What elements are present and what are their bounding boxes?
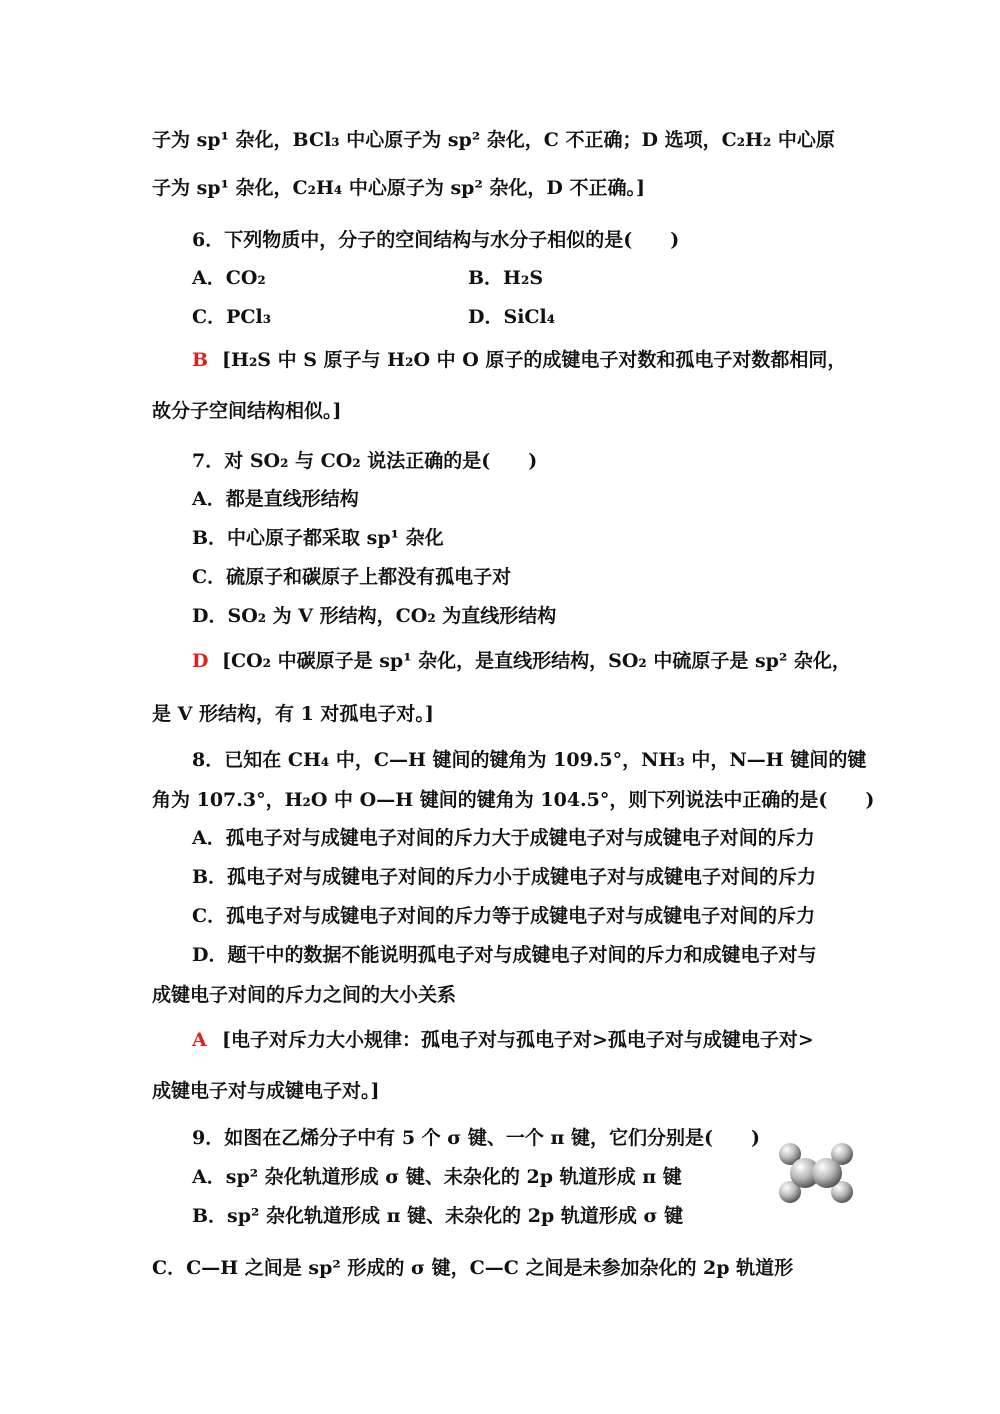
answer-6 [192, 346, 892, 374]
option-7a: A．都是直线形结构 [192, 488, 359, 510]
option-8d-line-2: 成键电子对间的斥力之间的大小关系 [152, 984, 457, 1006]
ethylene-ball-model-icon [776, 1140, 856, 1206]
carbon-atom-right [812, 1158, 842, 1188]
answer-6-label: B [192, 349, 209, 371]
option-8a: A．孤电子对与成键电子对间的斥力大于成键电子对与成键电子对间的斥力 [192, 827, 815, 849]
option-7c: C．硫原子和碳原子上都没有孤电子对 [192, 566, 512, 588]
option-8b: B．孤电子对与成键电子对间的斥力小于成键电子对与成键电子对间的斥力 [192, 866, 817, 888]
option-7d: D．SO₂ 为 V 形结构，CO₂ 为直线形结构 [192, 605, 557, 627]
continuation-line-2: 子为 sp¹ 杂化，C₂H₄ 中心原子为 sp² 杂化，D 不正确。] [152, 177, 645, 199]
question-9: 9．如图在乙烯分子中有 5 个 σ 键、一个 π 键，它们分别是( ) [192, 1127, 761, 1149]
answer-8-label: A [192, 1029, 207, 1051]
option-6d: D．SiCl₄ [468, 306, 556, 328]
option-8d-line-1: D．题干中的数据不能说明孤电子对与成键电子对间的斥力和成键电子对与 [192, 944, 817, 966]
option-9a: A．sp² 杂化轨道形成 σ 键、未杂化的 2p 轨道形成 π 键 [192, 1166, 682, 1188]
answer-8 [192, 1026, 892, 1054]
option-6c: C．PCl₃ [192, 306, 272, 328]
option-7b: B．中心原子都采取 sp¹ 杂化 [192, 527, 444, 549]
answer-7-continued: 是 V 形结构，有 1 对孤电子对。] [152, 703, 434, 725]
answer-7-text: [CO₂ 中碳原子是 sp¹ 杂化，是直线形结构，SO₂ 中硫原子是 sp² 杂化， [222, 650, 851, 672]
question-8-line-2: 角为 107.3°，H₂O 中 O—H 键间的键角为 104.5°，则下列说法中正确的是( ) [152, 789, 875, 811]
answer-6-text: [H₂S 中 S 原子与 H₂O 中 O 原子的成键电子对数和孤电子对数都相同， [222, 349, 847, 371]
continuation-line-1: 子为 sp¹ 杂化，BCl₃ 中心原子为 sp² 杂化，C 不正确；D 选项，C₂H₂ 中心原 [152, 129, 835, 151]
question-8-line-1: 8．已知在 CH₄ 中，C—H 键间的键角为 109.5°，NH₃ 中，N—H 键间的键 [192, 749, 867, 771]
answer-8-text: [电子对斥力大小规律：孤电子对与孤电子对>孤电子对与成键电子对> [222, 1029, 814, 1051]
option-6a: A．CO₂ [192, 267, 266, 289]
answer-7 [192, 647, 892, 675]
option-9b: B．sp² 杂化轨道形成 π 键、未杂化的 2p 轨道形成 σ 键 [192, 1205, 684, 1227]
question-6: 6．下列物质中，分子的空间结构与水分子相似的是( ) [192, 229, 680, 251]
question-7: 7．对 SO₂ 与 CO₂ 说法正确的是( ) [192, 450, 538, 472]
option-6b: B．H₂S [468, 267, 544, 289]
option-8c: C．孤电子对与成键电子对间的斥力等于成键电子对与成键电子对间的斥力 [192, 905, 816, 927]
answer-7-label: D [192, 650, 209, 672]
answer-8-continued: 成键电子对与成键电子对。] [152, 1080, 380, 1102]
option-9c: C．C—H 之间是 sp² 形成的 σ 键，C—C 之间是未参加杂化的 2p 轨道形 [152, 1257, 794, 1279]
answer-6-continued: 故分子空间结构相似。] [152, 400, 342, 422]
